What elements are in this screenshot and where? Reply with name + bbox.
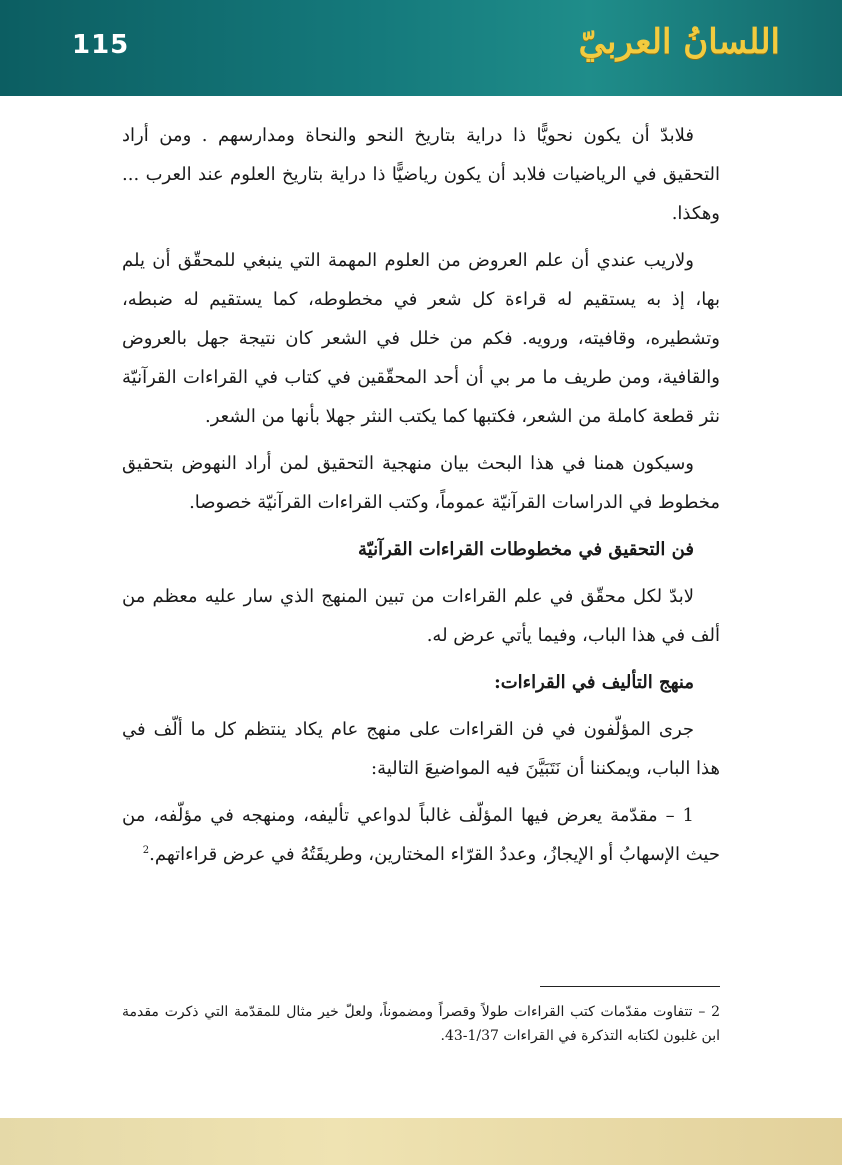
paragraph: ولاريب عندي أن علم العروض من العلوم المهمة التي ينبغي للمحقّق أن يلم بها، إذ به يستقيم له قراءة كل شعر في مخطوطه، كما يستقيم له ضبطه، وتشطيره، وقافيته، ورويه. فكم من خلل في الشعر كان نتيجة جهل بالعروض والقافية، ومن طريف ما مر بي أن أحد المحقّقين في كتاب في القراءات القرآنيّة نثر قطعة كاملة من الشعر، فكتبها كما يكتب النثر جهلا بأنها من الشعر. bbox=[122, 250, 720, 427]
footnote-reference[interactable]: 2 bbox=[142, 845, 150, 856]
paragraph bbox=[122, 796, 720, 874]
section-heading: فن التحقيق في مخطوطات القراءات القرآنيّة bbox=[358, 539, 694, 560]
paragraph: جرى المؤلّفون في فن القراءات على منهج عام يكاد ينتظم كل ما ألّف في هذا الباب، ويمكننا أن نَتَبَيَّنَ فيه المواضيعَ التالية: bbox=[122, 719, 720, 779]
paragraph: لابدّ لكل محقّق في علم القراءات من تبين المنهج الذي سار عليه معظم من ألف في هذا الباب، وفيما يأتي عرض له. bbox=[122, 586, 720, 646]
section-heading: منهج التأليف في القراءات: bbox=[494, 672, 694, 693]
page-header bbox=[0, 0, 842, 96]
footer-band bbox=[0, 1118, 842, 1165]
article-body bbox=[122, 116, 720, 882]
footnote-divider bbox=[540, 986, 720, 987]
paragraph: وسيكون همنا في هذا البحث بيان منهجية التحقيق لمن أراد النهوض بتحقيق مخطوط في الدراسات القرآنيّة عموماً، وكتب القراءات القرآنيّة خصوصا. bbox=[122, 453, 720, 513]
paragraph-text: 1 – مقدّمة يعرض فيها المؤلّف غالباً لدواعي تأليفه، ومنهجه في مؤلّفه، من حيث الإسهابُ أو الإيجازُ، وعددُ القرّاء المختارين، وطريقَتُهُ في عرض قراءاتهم. bbox=[122, 805, 720, 865]
footnote: 2 – تتفاوت مقدّمات كتب القراءات طولاً وقصراً ومضموناً، ولعلّ خير مثال للمقدّمة التي ذكرت مقدمة ابن غلبون لكتابه التذكرة في القراءات 1/37-43. bbox=[122, 1004, 720, 1044]
paragraph: فلابدّ أن يكون نحويًّا ذا دراية بتاريخ النحو والنحاة ومدارسهم . ومن أراد التحقيق في الرياضيات فلابد أن يكون رياضيًّا ذا دراية بتاريخ العلوم عند العرب ... وهكذا. bbox=[122, 125, 720, 224]
page-number: 115 bbox=[72, 30, 130, 60]
journal-logo: اللسانُ العربيّ bbox=[578, 22, 780, 62]
